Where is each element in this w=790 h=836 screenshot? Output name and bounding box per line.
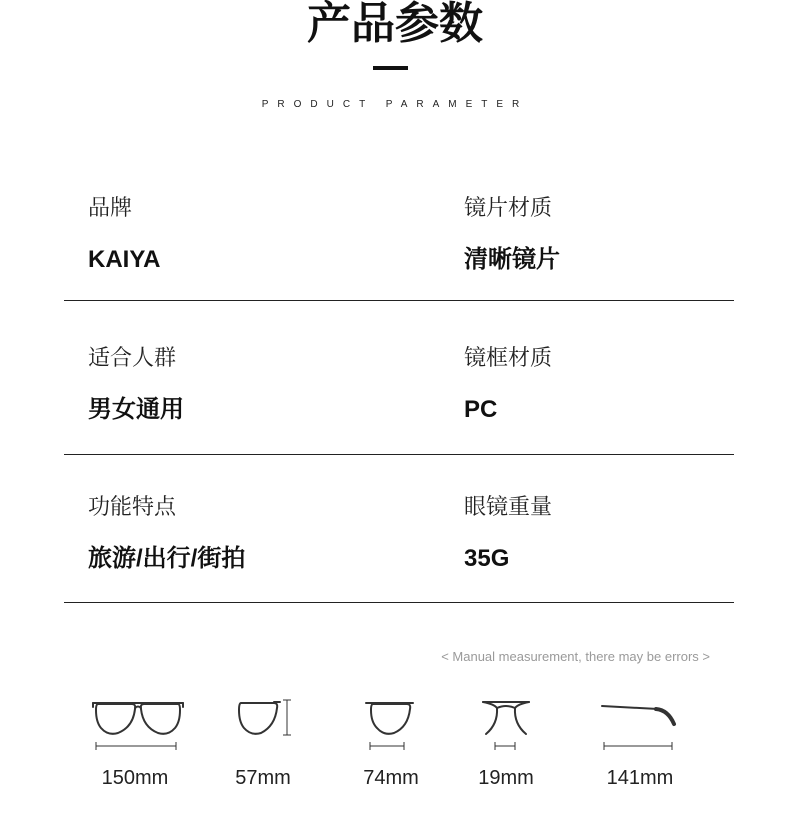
bridge-outline [483, 702, 529, 734]
param-value: PC [464, 396, 498, 423]
param-weight [464, 492, 764, 582]
param-value: KAIYA [88, 246, 161, 273]
param-value: 清晰镜片 [464, 246, 560, 273]
temple-outline [602, 706, 674, 724]
param-label: 镜框材质 [464, 345, 553, 370]
param-label: 品牌 [88, 195, 133, 220]
frame-width-value: 150mm [101, 767, 169, 789]
frame-front-icon [90, 694, 186, 752]
measure-line [370, 742, 404, 750]
measure-line [96, 742, 176, 750]
param-lens-material [464, 193, 764, 283]
measurement-note: < Manual measurement, there may be errors > [441, 649, 710, 664]
param-frame-material [464, 343, 764, 433]
nose-bridge-icon [480, 694, 532, 752]
row-divider [64, 300, 734, 301]
lens-height-icon [234, 694, 294, 744]
page-subtitle: PRODUCT PARAMETER [261, 99, 529, 110]
param-row-2 [64, 343, 734, 433]
measure-line [604, 742, 672, 750]
param-target-users [88, 343, 388, 433]
temple-arm-icon [598, 694, 680, 752]
row-divider [64, 602, 734, 603]
bridge-width-value: 19mm [478, 767, 534, 789]
param-row-3 [64, 492, 734, 582]
param-value: 男女通用 [88, 396, 184, 423]
frame-outline [93, 703, 183, 734]
measure-line [283, 700, 291, 735]
lens-outline [366, 703, 413, 734]
param-row-1 [64, 193, 734, 283]
measure-line [495, 742, 515, 750]
lens-height-value: 57mm [235, 767, 291, 789]
param-label: 功能特点 [88, 494, 177, 519]
lens-width-value: 74mm [363, 767, 419, 789]
temple-length-value: 141mm [606, 767, 674, 789]
param-features [88, 492, 388, 582]
param-value: 旅游/出行/街拍 [88, 545, 246, 572]
row-divider [64, 454, 734, 455]
param-value: 35G [464, 545, 510, 572]
param-brand [88, 193, 388, 283]
param-label: 适合人群 [88, 345, 177, 370]
lens-width-icon [364, 694, 416, 752]
lens-outline [239, 702, 280, 734]
title-underline [373, 66, 408, 70]
page-title: 产品参数 [307, 0, 483, 48]
param-label: 眼镜重量 [464, 494, 553, 519]
param-label: 镜片材质 [464, 195, 553, 220]
